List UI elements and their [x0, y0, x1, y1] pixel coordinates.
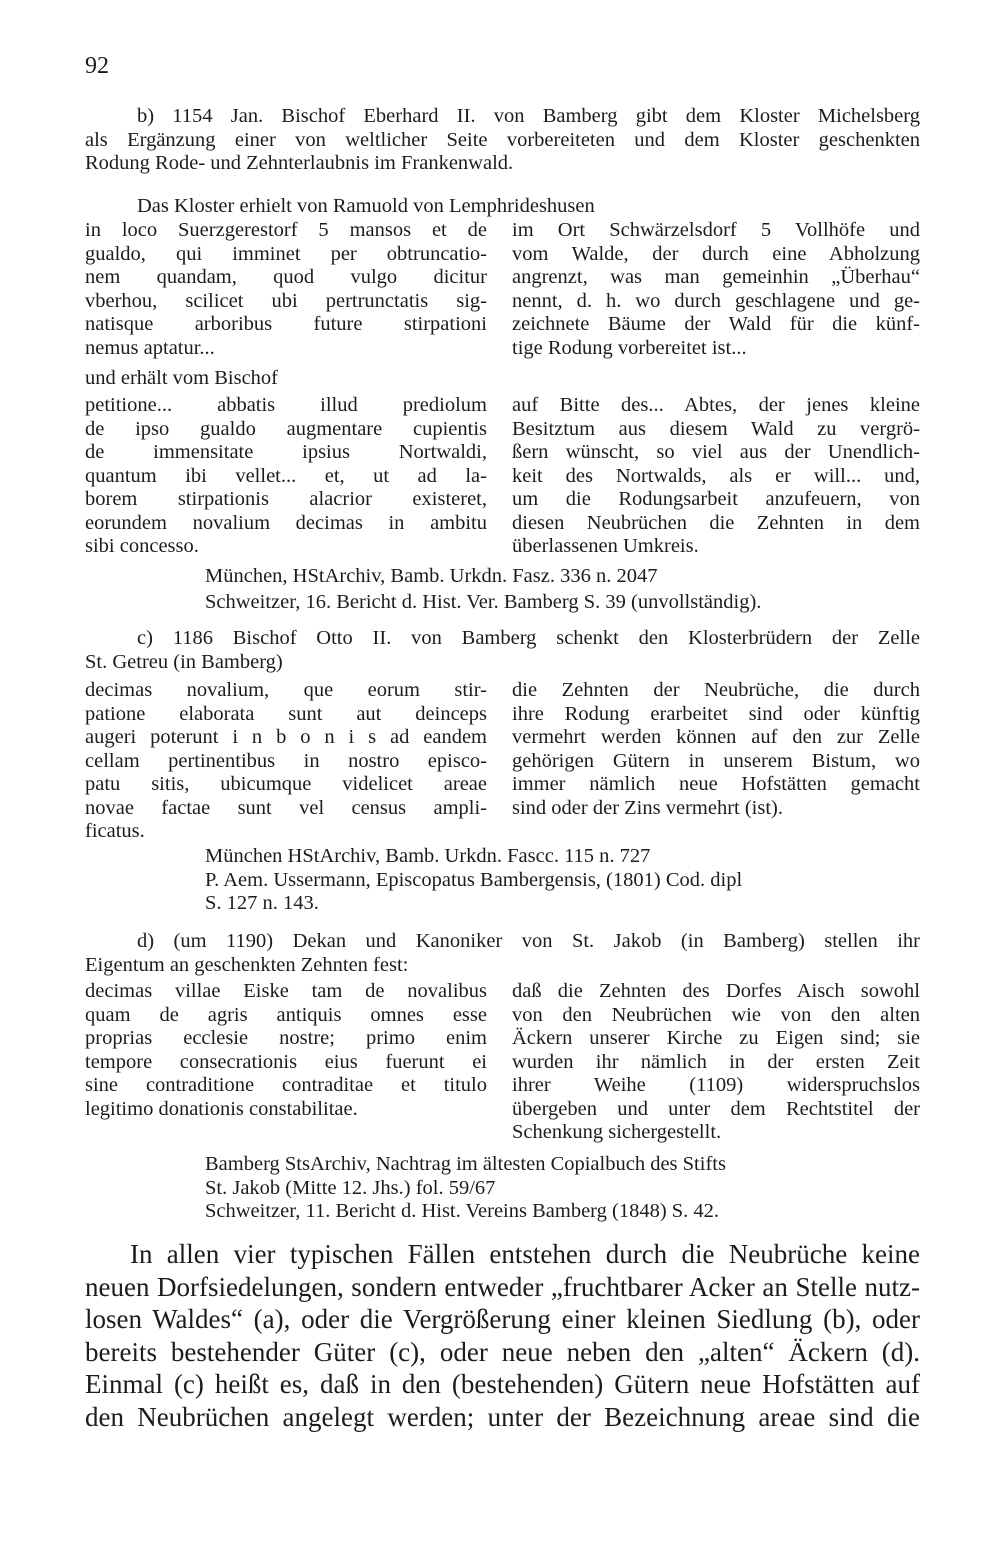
german-line: vom Walde, der durch eine Abholzung — [512, 242, 920, 265]
latin-line: gualdo, qui imminet per obtruncatio- — [85, 242, 487, 265]
german-line: überlassenen Umkreis. — [512, 535, 699, 557]
german-line: vermehrt werden können auf den zur Zelle — [512, 726, 920, 748]
german-line: immer nämlich neue Hofstätten gemacht — [512, 773, 920, 795]
latin-line: nemus aptatur... — [85, 336, 215, 359]
source-line: Schweitzer, 16. Bericht d. Hist. Ver. Bamberg S. 39 (unvollständig). — [205, 590, 762, 613]
section-b-intro: Das Kloster erhielt von Ramuold von Lemphrideshusen — [137, 195, 595, 217]
german-line: nennt, d. h. wo durch geschlagene und ge- — [512, 289, 920, 312]
german-line: diesen Neubrüchen die Zehnten in dem — [512, 511, 920, 534]
section-b-heading — [85, 105, 920, 176]
german-line: um die Rodungsarbeit anzufeuern, von — [512, 488, 920, 510]
german-line: Äckern unserer Kirche zu Eigen sind; sie — [512, 1027, 920, 1049]
latin-line: eorundem novalium decimas in ambitu — [85, 511, 487, 534]
latin-line: quam de agris antiquis omnes esse — [85, 1003, 487, 1026]
german-line: ßern wünscht, so viel aus der Unendlich- — [512, 441, 920, 463]
heading-line: Rodung Rode- und Zehnterlaubnis im Frankenwald. — [85, 152, 514, 174]
heading-line: St. Getreu (in Bamberg) — [85, 650, 283, 673]
section-d-sources — [205, 1153, 726, 1224]
paragraph-line: bereits bestehender Güter (c), oder neue neben den „alten“ Äckern (d). — [85, 1336, 920, 1367]
latin-column — [85, 219, 487, 360]
latin-line: patu sitis, ubicumque videlicet areae — [85, 773, 487, 795]
source-line: Bamberg StsArchiv, Nachtrag im ältesten Copialbuch des Stifts — [205, 1153, 726, 1175]
latin-line: augeri poterunt i n b o n i s ad eandem — [85, 726, 487, 748]
heading-line: c) 1186 Bischof Otto II. von Bamberg schenkt den Klosterbrüdern der Zelle — [137, 627, 920, 649]
source-line: St. Jakob (Mitte 12. Jhs.) fol. 59/67 — [205, 1176, 496, 1199]
section-c-heading — [85, 627, 920, 674]
german-line: keit des Nortwalds, als er will... und, — [512, 464, 920, 487]
latin-line: nem quandam, quod vulgo dicitur — [85, 266, 487, 288]
latin-line: decimas villae Eiske tam de novalibus — [85, 980, 487, 1002]
latin-line: novae factae sunt vel census ampli- — [85, 796, 487, 819]
latin-line: tempore consecrationis eius fuerunt ei — [85, 1050, 487, 1073]
german-line: übergeben und unter dem Rechtstitel der — [512, 1097, 920, 1120]
latin-line: natisque arboribus future stirpationi — [85, 313, 487, 335]
latin-column — [85, 394, 487, 559]
section-b-sources — [205, 565, 761, 614]
source-line: Schweitzer, 11. Bericht d. Hist. Vereins Bamberg (1848) S. 42. — [205, 1200, 720, 1222]
latin-column — [85, 679, 487, 844]
paragraph-line: den Neubrüchen angelegt werden; unter der Bezeichnung areae sind die — [85, 1401, 920, 1432]
german-line: im Ort Schwärzelsdorf 5 Vollhöfe und — [512, 219, 920, 241]
latin-line: quantum ibi vellet... et, ut ad la- — [85, 464, 487, 487]
section-b-mid: und erhält vom Bischof — [85, 367, 279, 389]
german-column — [512, 679, 920, 820]
latin-line: sibi concesso. — [85, 535, 199, 557]
german-line: gehörigen Gütern in unserem Bistum, wo — [512, 749, 920, 772]
latin-line: decimas novalium, que eorum stir- — [85, 679, 487, 701]
german-line: Besitztum aus diesem Wald zu vergrö- — [512, 417, 920, 440]
german-line: tige Rodung vorbereitet ist... — [512, 336, 747, 359]
german-line: auf Bitte des... Abtes, der jenes kleine — [512, 394, 920, 416]
latin-line: sine contraditione contraditae et titulo — [85, 1074, 487, 1096]
heading-line: d) (um 1190) Dekan und Kanoniker von St. Jakob (in Bamberg) stellen ihr — [137, 930, 920, 952]
german-line: Schenkung sichergestellt. — [512, 1121, 722, 1143]
latin-line: proprias ecclesie nostre; primo enim — [85, 1027, 487, 1049]
latin-line: patione elaborata sunt aut deinceps — [85, 702, 487, 725]
german-line: daß die Zehnten des Dorfes Aisch sowohl — [512, 980, 920, 1002]
heading-line: Eigentum an geschenkten Zehnten fest: — [85, 953, 409, 976]
heading-line: als Ergänzung einer von weltlicher Seite vorbereiteten und dem Kloster geschenkten — [85, 128, 920, 151]
german-line: ihrer Weihe (1109) widerspruchslos — [512, 1074, 920, 1096]
section-c-sources — [205, 845, 742, 916]
source-line: München HStArchiv, Bamb. Urkdn. Fascc. 115 n. 727 — [205, 845, 651, 867]
paragraph-line: In allen vier typischen Fällen entstehen durch die Neubrüche keine — [130, 1239, 920, 1269]
german-line: zeichnete Bäume der Wald für die künf- — [512, 313, 920, 335]
conclusion-paragraph — [85, 1238, 920, 1433]
german-column — [512, 980, 920, 1145]
section-d-heading — [85, 930, 920, 977]
latin-column — [85, 980, 487, 1121]
paragraph-line: Einmal (c) heißt es, daß in den (bestehenden) Gütern neue Hofstätten auf — [85, 1369, 920, 1399]
latin-line: de immensitate ipsius Nortwaldi, — [85, 441, 487, 463]
german-column — [512, 394, 920, 559]
source-line: S. 127 n. 143. — [205, 892, 319, 914]
german-line: von den Neubrüchen wie von den alten — [512, 1003, 920, 1026]
german-line: angrenzt, was man gemeinhin „Überhau“ — [512, 266, 920, 288]
source-line: P. Aem. Ussermann, Episcopatus Bambergensis, (1801) Cod. dipl — [205, 868, 743, 891]
paragraph-line: neuen Dorfsiedelungen, sondern entweder „fruchtbarer Acker an Stelle nutz- — [85, 1271, 920, 1302]
latin-line: ficatus. — [85, 820, 145, 842]
latin-line: legitimo donationis constabilitae. — [85, 1097, 358, 1120]
latin-line: petitione... abbatis illud prediolum — [85, 394, 487, 416]
latin-line: cellam pertinentibus in nostro episco- — [85, 749, 487, 772]
german-line: wurden ihr nämlich in der ersten Zeit — [512, 1050, 920, 1073]
page-number: 92 — [85, 53, 109, 79]
latin-line: de ipso gualdo augmentare cupientis — [85, 417, 487, 440]
latin-line: vberhou, scilicet ubi pertrunctatis sig- — [85, 289, 487, 312]
german-line: die Zehnten der Neubrüche, die durch — [512, 679, 920, 701]
german-line: ihre Rodung erarbeitet sind oder künftig — [512, 702, 920, 725]
german-column — [512, 219, 920, 360]
paragraph-line: losen Waldes“ (a), oder die Vergrößerung einer kleinen Siedlung (b), oder — [85, 1304, 920, 1334]
german-line: sind oder der Zins vermehrt (ist). — [512, 796, 783, 819]
latin-line: in loco Suerzgerestorf 5 mansos et de — [85, 219, 487, 241]
source-line: München, HStArchiv, Bamb. Urkdn. Fasz. 336 n. 2047 — [205, 565, 658, 587]
heading-line: b) 1154 Jan. Bischof Eberhard II. von Bamberg gibt dem Kloster Michelsberg — [137, 105, 920, 127]
latin-line: borem stirpationis alacrior existeret, — [85, 488, 487, 510]
